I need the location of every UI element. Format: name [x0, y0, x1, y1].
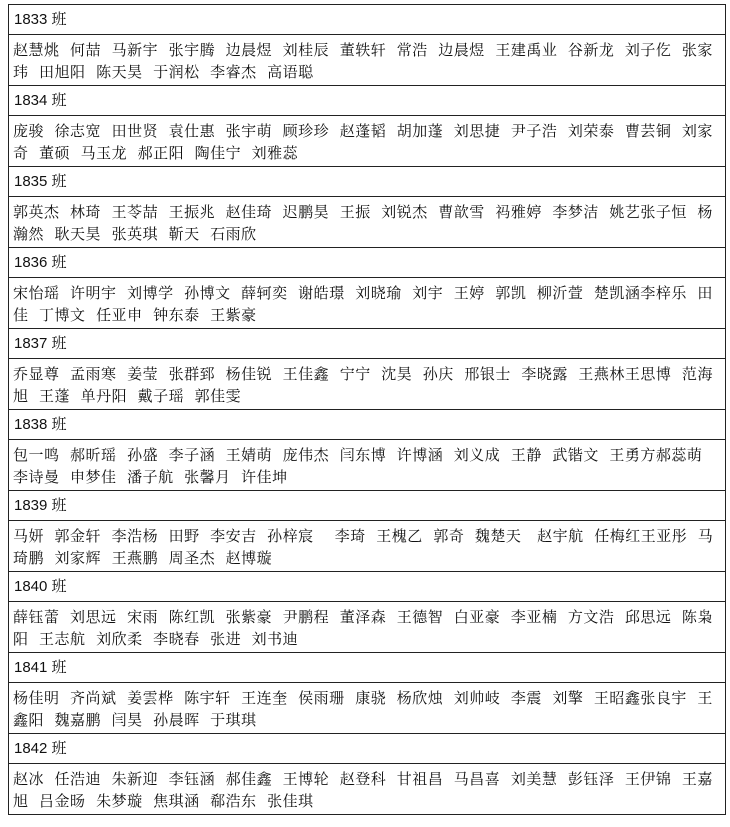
- class-header-1837: 1837 班: [9, 329, 725, 359]
- class-header-1838: 1838 班: [9, 410, 725, 440]
- class-header-1839: 1839 班: [9, 491, 725, 521]
- student-names-1835: 郭英杰 林琦 王苓喆 王振兆 赵佳琦 迟鹏昊 王振 刘锐杰 曹歆雪 祃雅婷 李梦洁 姚艺张子恒 杨瀚然 耿天昊 张英琪 靳天 石雨欣: [9, 197, 725, 248]
- student-names-1833: 赵慧烑 何喆 马新宇 张宇腾 边晨煜 刘桂辰 董轶轩 常浩 边晨煜 王建禹业 谷新龙 刘子仡 张家玮 田旭阳 陈天昊 于润松 李睿杰 高语聪: [9, 35, 725, 86]
- class-header-1841: 1841 班: [9, 653, 725, 683]
- student-names-1841: 杨佳明 齐尚斌 姜雲桦 陈宇轩 王连奎 侯雨珊 康骁 杨欣烛 刘帅岐 李震 刘擎 王昭鑫张良宇 王鑫阳 魏嘉鹏 闫昊 孙晨晖 于琪琪: [9, 683, 725, 734]
- student-names-1836: 宋怡瑶 许明宇 刘博学 孙博文 薛轲奕 谢皓璟 刘晓瑜 刘宇 王婷 郭凯 柳沂萱 楚凯涵李梓乐 田佳 丁博文 任亚申 钟东泰 王紫豪: [9, 278, 725, 329]
- student-names-1837: 乔显尊 孟雨寒 姜莹 张群郅 杨佳锐 王佳鑫 宁宁 沈昊 孙庆 邢银士 李晓露 王燕林王思博 范海旭 王蓬 单丹阳 戴子瑶 郭佳雯: [9, 359, 725, 410]
- class-header-1833: 1833 班: [9, 5, 725, 35]
- class-header-1840: 1840 班: [9, 572, 725, 602]
- student-names-1834: 庞骏 徐志宽 田世贤 袁仕惠 张宇萌 顾珍珍 赵蓬韬 胡加蓬 刘思捷 尹子浩 刘荣泰 曹芸铜 刘家奇 董硕 马玉龙 郝正阳 陶佳宁 刘雅蕊: [9, 116, 725, 167]
- student-names-1842: 赵冰 任浩迪 朱新迎 李钰涵 郝佳鑫 王博轮 赵登科 甘祖昌 马昌喜 刘美慧 彭钰泽 王伊锦 王嘉旭 吕金旸 朱梦璇 焦琪涵 郗浩东 张佳琪: [9, 764, 725, 815]
- class-header-1836: 1836 班: [9, 248, 725, 278]
- student-names-1839: 马妍 郭金轩 李浩杨 田野 李安吉 孙梓宸 李琦 王槐乙 郭奇 魏楚天 赵宇航 任梅红王亚彤 马琦鹏 刘家辉 王燕鹏 周圣杰 赵博璇: [9, 521, 725, 572]
- student-names-1838: 包一鸣 郝昕瑶 孙盛 李子涵 王婧萌 庞伟杰 闫东博 许博涵 刘义成 王静 武锴文 王勇方郝蕊萌 李诗曼 申梦佳 潘子航 张馨月 许佳坤: [9, 440, 725, 491]
- class-header-1842: 1842 班: [9, 734, 725, 764]
- class-header-1835: 1835 班: [9, 167, 725, 197]
- class-roster-table: [8, 4, 726, 815]
- class-header-1834: 1834 班: [9, 86, 725, 116]
- student-names-1840: 薛钰蕾 刘思远 宋雨 陈红凯 张紫豪 尹鹏程 董泽森 王德智 白亚豪 李亚楠 方文浩 邱思远 陈枭阳 王志航 刘欣柔 李晓春 张进 刘书迪: [9, 602, 725, 653]
